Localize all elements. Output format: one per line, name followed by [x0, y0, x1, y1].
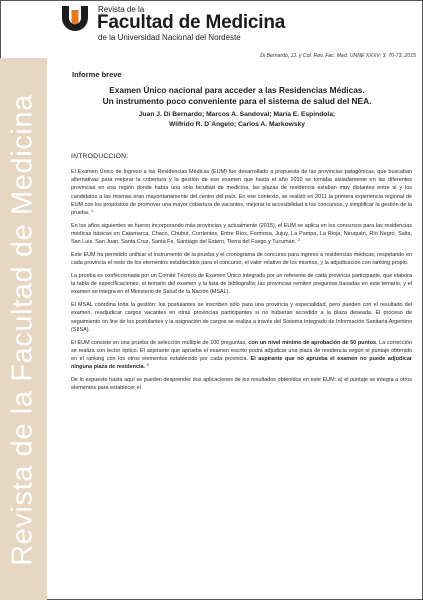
journal-name: Facultad de Medicina	[97, 12, 286, 33]
journal-logo-icon	[59, 4, 91, 36]
paragraph-2: En los años siguientes se fueron incorporando más provincias y actualmente (2015), el EUM se aplica en los concursos para las residencias médicas básicas en Catamarca, Chaco, Chubut, Corrientes, Entre Ríos, Formosa, Jujuy, La Pampa, La Rioja, Neuquén, Río Negro, Salta, San Luis, San Juan, Santa Cruz, Santa Fe, Santiago del Estero, Tierra del Fuego y Tucumán. $^2$	[71, 222, 412, 246]
paragraph-7: De lo expuesto hasta aquí se pueden desprender dos aplicaciones de los resultados obtenidos en este EUM: a) el puntaje se integra a otros elementos para establecer el	[71, 377, 412, 392]
paragraph-1: El Examen Único de Ingreso a las Residencias Médicas (EUM) fue desarrollado a propuesta de las provincias patagónicas, que buscaban alternativas para mejorar la cobertura y la gestión de ese examen que hasta el año 2010 se tomaba aisladamente en las diferentes provincias en esa región donde había una sola facultad de medicina, las plazas de residencia estaban muy distantes entre sí y los candidatos a las mismas eran mayoritariamente del centro del país. En ese contexto, se realizó en 2011 la primera experiencia regional de EUM con los propósitos de promover una mayor cobertura de vacantes, mejorar la accesibilidad a los concursos, y simplificar la gestión de la prueba. $^1$	[71, 169, 412, 217]
journal-name-small: Revista de la	[98, 5, 145, 14]
reference-1: 1	[90, 208, 94, 214]
paragraph-6: El EUM consiste en una prueba de selección múltiple de 100 preguntas, con un nivel mínimo de aprobación de 50 puntos. La corrección se realiza con lector óptico. El aspirante que aprueba el examen escrito podrá adjudicar una plaza de residencia según el puntaje obtenido en el ranking con los otros elementos establecido por cada provincia. El aspirante que no aprueba el examen no puede adjudicar ninguna plaza de residencia. $^3$	[71, 339, 412, 371]
journal-university: de la Universidad Nacional del Nordeste	[98, 33, 241, 42]
article-body	[71, 168, 412, 397]
article-title	[62, 85, 412, 107]
reference-2: 2	[297, 237, 300, 243]
side-journal-title-text: Revista de la Facultad de Medicina	[6, 94, 39, 566]
authors-line2: Wilfrido R. D´Angelo; Carlos A. Markowsky	[168, 120, 306, 128]
paragraph-4: La prueba es confeccionada por un Comité Técnico de Examen Único integrado por un referente de cada provincia participante, que elabora la tabla de especificaciones, el temario del examen y la lista de bibliografía; las provincias remiten preguntas basadas en este temario; y el examen se integra en el Ministerio de Salud de la Nación (MSAL).	[71, 273, 412, 296]
section-label: Informe breve	[72, 70, 122, 79]
paragraph-5: El MSAL coordina toda la gestión: los postulantes se inscriben sólo para una provincia y especialidad, pero pueden con el resultado del examen, readjudicar cargos vacantes en otras provincias participantes si no hubieran accedido a la plaza deseada. El proceso de seguimiento on line de los postulantes y la asignación de cargos se realiza a través del Sistema Integrado de Información Sanitaria Argentino (SIISA).	[71, 302, 412, 333]
article-authors	[62, 110, 412, 129]
article-title-line2: Un instrumento poco conveniente para el sistema de salud del NEA.	[102, 96, 372, 106]
article-title-line1: Examen Único nacional para acceder a las Residencias Médicas.	[109, 85, 365, 95]
reference-3: 3	[146, 362, 149, 368]
paragraph-3: Este EUM ha permitido unificar el instrumento de la prueba y el cronograma de concurso para ingreso a residencias médicas; respetando en cada provincia el resto de los elementos establecidos para el concurso, el valor relativo de los mismos, y la adjudicación con ranking propio.	[71, 252, 412, 267]
authors-line1: Juan J. Di Bernardo; Marcos A. Sandoval; María E. Espindola;	[138, 111, 336, 118]
intro-heading: INTRODUCCION:	[71, 153, 129, 160]
citation: Di Bernardo, JJ. y Col. Rev. Fac. Med. UNNE XXXV: 3, 70-73, 2015	[260, 53, 416, 59]
